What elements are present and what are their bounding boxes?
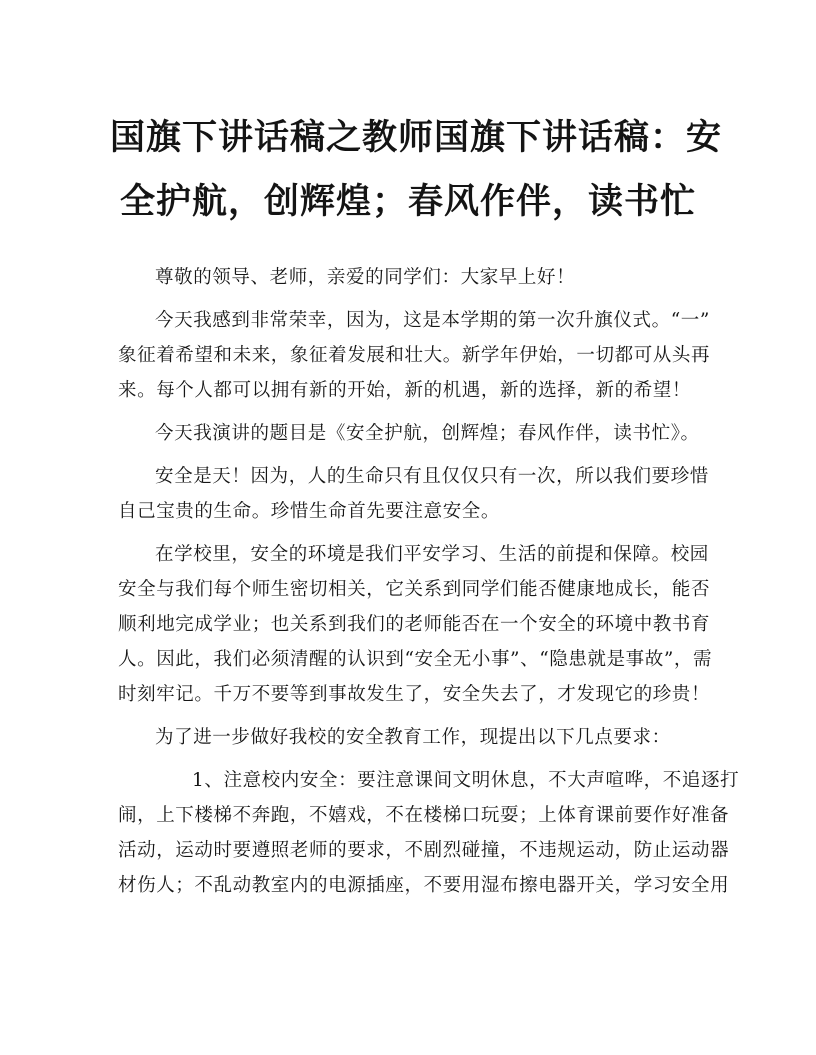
paragraph-line: 人。因此，我们必须清醒的认识到“安全无小事”、“隐患就是事故”，需 [118, 649, 713, 670]
paragraph-line: 顺利地完成学业；也关系到我们的老师能否在一个安全的环境中教书育 [118, 614, 711, 635]
paragraph-requirement-1 [118, 763, 740, 903]
paragraph-line: 1、注意校内安全：要注意课间文明休息，不大声喧哗，不追逐打 [192, 770, 740, 791]
paragraph-topic [118, 416, 698, 451]
paragraph-line: 尊敬的领导、老师，亲爱的同学们：大家早上好！ [155, 267, 576, 288]
paragraph-opening [118, 303, 711, 408]
paragraph-line: 活动，运动时要遵照老师的要求，不剧烈碰撞，不违规运动，防止运动器 [118, 840, 730, 861]
paragraph-line: 安全是天！因为，人的生命只有且仅仅只有一次，所以我们要珍惜 [155, 466, 709, 487]
paragraph-line: 在学校里，安全的环境是我们平安学习、生活的前提和保障。校园 [155, 544, 709, 565]
document-title [110, 106, 723, 234]
paragraph-line: 今天我感到非常荣幸，因为，这是本学期的第一次升旗仪式。“一” [155, 310, 710, 331]
paragraph-greeting [118, 260, 698, 295]
paragraph-line: 今天我演讲的题目是《安全护航，创辉煌；春风作伴，读书忙》。 [155, 423, 700, 444]
document-body [118, 260, 740, 903]
paragraph-line: 自己宝贵的生命。珍惜生命首先要注意安全。 [118, 501, 501, 522]
paragraph-school-safety [118, 537, 713, 712]
paragraph-requirements-intro [118, 720, 698, 755]
paragraph-line: 象征着希望和未来，象征着发展和壮大。新学年伊始，一切都可从头再 [118, 345, 711, 366]
paragraph-line: 来。每个人都可以拥有新的开始，新的机遇，新的选择，新的希望！ [118, 380, 692, 401]
paragraph-line: 为了进一步做好我校的安全教育工作，现提出以下几点要求： [155, 727, 671, 748]
paragraph-safety-first [118, 459, 709, 529]
title-line: 国旗下讲话稿之教师国旗下讲话稿：安 [110, 117, 723, 158]
paragraph-line: 安全与我们每个师生密切相关，它关系到同学们能否健康地成长，能否 [118, 579, 711, 600]
paragraph-line: 材伤人；不乱动教室内的电源插座，不要用湿布擦电器开关，学习安全用 [118, 875, 730, 896]
paragraph-line: 时刻牢记。千万不要等到事故发生了，安全失去了，才发现它的珍贵！ [118, 684, 711, 705]
title-line: 全护航，创辉煌；春风作伴，读书忙 [119, 181, 696, 222]
paragraph-line: 闹，上下楼梯不奔跑，不嬉戏，不在楼梯口玩耍；上体育课前要作好准备 [118, 805, 730, 826]
